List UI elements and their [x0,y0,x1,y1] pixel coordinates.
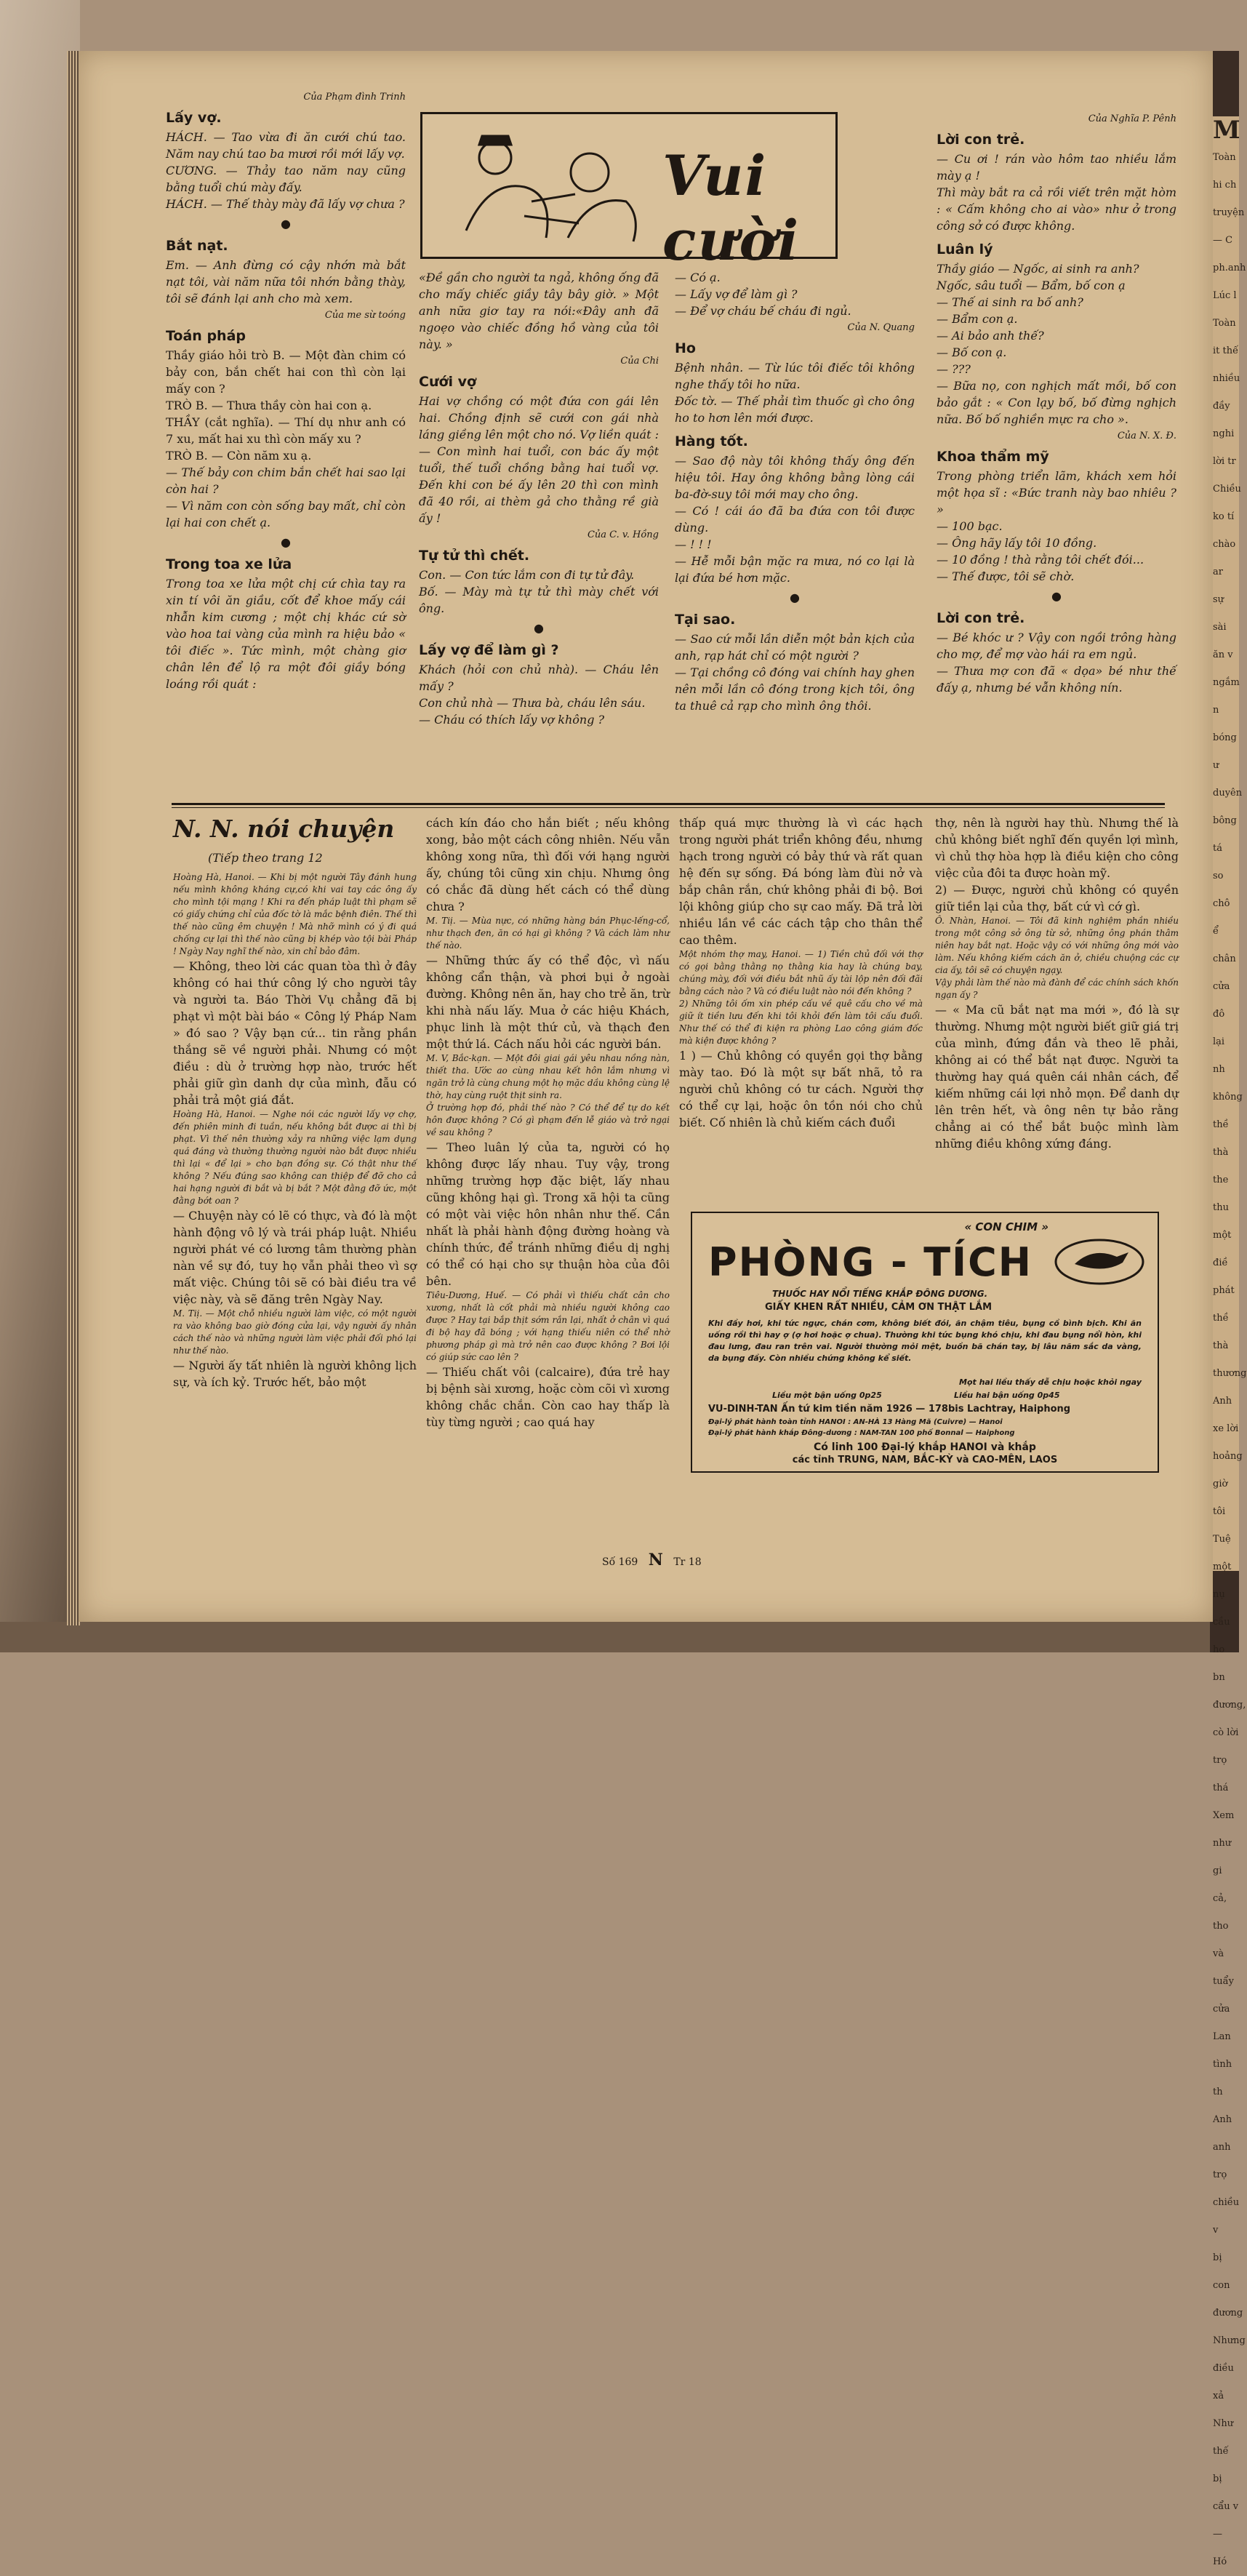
separator-dot: ● [1051,589,1062,603]
adjacent-line: tình th [1213,2059,1232,2097]
paragraph: — Bữa nọ, con nghịch mất mồi, bố con bảo gắt : « Con lạy bố, bố đừng nghịch nữa. Bố bố nghiền mực ra cho ». [937,379,1176,426]
ad-tag: « CON CHIM » [964,1220,1048,1233]
answer-text: 1 ) — Chủ không có quyền gọi thợ bằng mày tao. Đó là một sự bất nhã, tỏ ra người chủ không có tư cách. Người thợ có thể cự lại, hoặc ôn tồn nói cho chủ biết. Cố nhiên là chủ kiếm cách đuổi [679,1049,923,1129]
paragraph: Ngốc, sâu tuổi — Bẩm, bố con ạ [937,279,1126,292]
answer-text: — Thiếu chất vôi (calcaire), đứa trẻ hay bị bệnh sài xương, hoặc còm cõi vì xương không chắc chắn. Còn cao hay thấp là tùy từng người ; cao quá hay [426,1365,670,1429]
adjacent-line: Như thế [1213,2418,1234,2457]
paragraph: Con chủ nhà — Thưa bà, cháu lên sáu. [419,696,646,710]
paragraph: — Cu ơi ! rán vào hôm tao nhiều lắm mày ạ ! [937,152,1176,183]
letter-text: M. Tiị. — Mùa nực, có những hàng bán Phục-lếng-cổ, như thạch đen, ăn có hại gì không ? Và cách làm như thế nào. [426,916,670,951]
section-heading: Lời con trẻ. [937,610,1025,626]
adjacent-line: hoảng [1213,1451,1243,1462]
adjacent-line: trọ thá [1213,1755,1229,1793]
adjacent-line: chiều v [1213,2197,1240,2236]
adjacent-line: thương [1213,1368,1247,1379]
adjacent-line: so chô [1213,871,1230,909]
adjacent-line: ăn v [1213,649,1233,660]
letter-text: Ở trường hợp đó, phải thế nào ? Có thể để tự do kết hôn được không ? Có gì phạm đến lễ giáo và trở ngại về sau không ? [426,1103,670,1137]
ad-price-1: Liều một bận uống 0p25 [772,1391,882,1400]
byline: Của me sừ toóng [324,310,406,321]
paragraph: — 100 bạc. [937,519,1003,533]
nn-title: N. N. nói chuyện [173,815,395,843]
paragraph: — Lấy vợ để làm gì ? [675,287,798,301]
adjacent-line: Tuệ [1213,1534,1231,1545]
letter-text: Hoàng Hà, Hanoi. — Nghe nói các người lấy vợ chợ, đến phiên minh đi tuần, nếu không bắt được ai thì bị phạt. Vì thế nên thường xảy ra những việc lạm dụng quá đáng và thường thường người nào bắt được nhiều thì lại « để lại » cho bạn đồng sự. Có thật như thế không ? Nếu đúng sao không can thiệp để đỡ cho cả hai hạng người đi bắt và bị bắt ? Một đằng đỡ ức, một đằng bớt oan ? [173,1109,417,1206]
adjacent-line: anh trọ [1213,2142,1231,2180]
paragraph: — Bố con ạ. [937,345,1007,359]
paragraph: CƯƠNG. — Thảy tao năm nay cũng bằng tuổi chú mày đấy. [166,164,406,194]
paragraph: Thì mày bắt ra cả rồi viết trên mặt hòm : « Cấm không cho ai vào» như ở trong công sở có được không. [937,185,1176,233]
adjacent-line: một điề [1213,1230,1232,1268]
letter-text: Một nhóm thợ may, Hanoi. — 1) Tiền chủ đối với thợ có gọi bằng thằng nọ thằng kia hay là chúng bay, chúng mày, đối với điều bắt nhũ ấy tài lộp nên đối đãi bằng cách nào ? Và có điều luật nào nói đến không ? [679,949,923,996]
paragraph: TRÒ B. — Thưa thầy còn hai con ạ. [166,399,372,412]
section-heading: Ho [675,340,696,356]
separator-dot: ● [281,217,291,231]
adjacent-line: cầu ho [1213,1617,1230,1655]
letter-text: Hoàng Hà, Hanoi. — Khi bị một người Tây đánh hung nếu mình không kháng cự,có khi vai tay các ông ấy cho mình tội mạng ! Khi ra đến pháp luật thì phạm sẽ có giấy chứng chỉ của đốc tờ là mắc bệnh điên. Thế thì thế nào cũng êm chuyện ! Mà nhỡ mình có ý đi quá chống cự lại thì thế nào cũng bị khép vào tội bài Pháp ! Ngày Nay nghĩ thế nào, xin chỉ bảo đâm. [173,872,417,956]
paragraph: — ??? [937,362,971,376]
adjacent-line: phát [1213,1285,1235,1296]
byline: Của N. Quang [847,322,915,333]
ad-agent-2: Đại-lý phát hành khắp Đông-dương : NAM-TAN 100 phố Bonnal — Haiphong [708,1429,1015,1437]
ad-product-name: PHÒNG - TÍCH [708,1239,1033,1285]
section-heading: Cưới vợ [419,374,477,390]
ad-body: Khi đầy hơi, khi tức ngực, chán cơm, không biết đói, ăn chậm tiêu, bụng cồ bình bịch. Khi ăn uống rồi thì hay ợ (ợ hơi hoặc ợ chua). Thường khi tức bụng khó chịu, khi đau bụng nổi hòn, khi đau lưng, đau ran trên vai. Người thường mỏi mệt, buồn bã chán tay, bị lâu năm sắc da vàng, da bụng đầy. Còn nhiều chứng không kể siết. [708,1319,1142,1363]
adjacent-line: sự sài [1213,594,1227,633]
section-heading: Lời con trẻ. [937,132,1025,148]
paragraph: Trong toa xe lửa một chị cứ chìa tay ra xin tí vôi ăn giầu, cốt để khoe mấy cái nhẫn kim cương ; một chị khác cứ sờ vào hoa tai vàng của mình ra hiệu bảo « tôi điếc ». Tức mình, một chàng giơ chân lên để lộ ra một đôi giầy bóng loáng rồi quát : [166,577,406,691]
adjacent-line: Toàn [1213,152,1236,163]
adjacent-line: nghi [1213,428,1235,439]
section-heading: Toán pháp [166,328,246,344]
paragraph: — Có ! cái áo đã ba đứa con tôi được dùng. [675,504,915,535]
column-3 [675,269,915,829]
paragraph: HÁCH. — Thế thày mày đã lấy vợ chưa ? [166,197,405,211]
paragraph: Thầy giáo — Ngốc, ai sinh ra anh? [937,262,1139,276]
adjacent-line: điều xả [1213,2363,1234,2401]
answer-text: — « Ma cũ bắt nạt ma mới », đó là sự thường. Nhưng một người biết giữ giá trị của mình, đứng đắn và theo lẽ phải, không ai có thể bắt nạt được. Người ta thường hay quá quên cái nhân cách, để kiếm những cái lợi nhỏ mọn. Để danh dự lên trên hết, và ông nên tự bảo rằng chẳng ai có thể bắt buộc mình làm những điều không xứng đáng. [935,1003,1179,1151]
answer-text: — Những thức ấy có thể độc, vì nấu không cẩn thận, và phơi bụi ở ngoài đường. Không nên ăn, hay cho trẻ ăn, trừ khi nhà nấu lấy. Mua ở các hiệu Khách, phục linh là một thứ củ, và thạch đen một thứ lá. Cách nấu hỏi các người bán. [426,953,670,1051]
adjacent-line: Toàn [1213,318,1236,329]
ad-distribution-2: các tỉnh TRUNG, NAM, BẮC-KỲ và CAO-MÊN, LAOS [792,1455,1058,1465]
vui-cuoi-banner [420,112,838,273]
paragraph: Trong phòng triển lãm, khách xem hỏi một họa sĩ : «Bức tranh này bao nhiêu ? » [937,469,1176,516]
section-rule [172,803,1165,805]
paragraph: — Thế được, tôi sẽ chờ. [937,569,1075,583]
letter-text: M. Tiị. — Một chỗ nhiều người làm việc, có một người ra vào không bao giờ đóng cửa lại, vậy người ấy nhân cách thế nào và những người làm việc phải đối phó lại như thế nào. [173,1308,417,1356]
adjacent-line: bông tá [1213,815,1237,854]
adjacent-line: hi ch [1213,180,1237,191]
column-1 [166,89,406,816]
column-4 [937,111,1176,831]
adjacent-line: như gi [1213,1838,1232,1876]
paragraph: TRÒ B. — Còn năm xu ạ. [166,449,312,463]
letter-text: Tiêu-Dương, Huế. — Có phải vì thiếu chất cân cho xương, nhất là cốt phải mà nhiều người không cao được ? Hay tại bắp thịt sớm rắn lại, nhất ở chân vì quá đi bộ hay đã bóng ; với hạng thiếu niên có thể nhờ phương pháp gì mà trở nên cao được không ? Bơi lội có giúp sức cao lên ? [426,1290,670,1362]
ad-agent-1: Đại-lý phát hành toàn tỉnh HANOI : AN-HÀ 13 Hàng Mã (Cuivre) — Hanoi [708,1418,1003,1426]
adjacent-line: bóng ư [1213,732,1237,771]
separator-dot: ● [281,535,291,549]
paragraph: — Tại chồng cô đóng vai chính hay ghen nên mỗi lần cô đóng trong kịch tôi, ông ta thuê cả rạp cho mình ông thôi. [675,665,915,713]
answer-text: — Không, theo lời các quan tòa thì ở đây không có hai thứ công lý cho người tây và người ta. Báo Thời Vụ chẳng đã bị phạt vì một bài báo « Công lý Pháp Nam » đó sao ? Vậy bạn cứ... tin rằng phần thắng sẽ về người phải. Nhưng có một điều : dù ở trường hợp nào, trước hết phải giữ gìn danh dự của mình, đẫu có phải trả một giá đắt. [173,959,417,1107]
section-heading: Tại sao. [675,612,736,628]
adjacent-line: bn [1213,1672,1225,1683]
adjacent-line: chào ar [1213,539,1236,577]
adjacent-line: bị con [1213,2252,1230,2291]
adjacent-line: Chiều [1213,484,1241,495]
adjacent-line: đương, [1213,1700,1246,1711]
adjacent-line: không [1213,1092,1243,1103]
answer-text: — Chuyện này có lẽ có thực, và đó là một hành động vô lý và trái pháp luật. Nhiều người phát vé có lương tâm thường phàn nàn về sự đó, tuy họ vẫn phải theo vì sợ mất việc. Chúng tôi sẽ có bài điều tra về việc này, và sẽ đăng trên Ngày Nay. [173,1209,417,1306]
adjacent-line: Nhưng [1213,2335,1246,2346]
paragraph: HÁCH. — Tao vừa đi ăn cưới chú tao. Năm nay chú tao ba mươi rồi mới lấy vợ. [166,130,406,161]
bird-logo-icon [1053,1236,1146,1287]
adjacent-line: giờ tôi [1213,1479,1228,1517]
adjacent-line: ph.anh [1213,263,1246,273]
adjacent-line: — C [1213,235,1233,246]
adjacent-line: cả, tho [1213,1893,1229,1932]
paragraph: — Sao cứ mỗi lần diễn một bản kịch của anh, rạp hát chỉ có một người ? [675,632,915,663]
adjacent-line: bị cẩu v [1213,2473,1239,2512]
nn-subtitle: (Tiếp theo trang 12 [208,851,323,865]
section-heading: Tự tử thì chết. [419,548,530,564]
letter-text: Vậy phải làm thế nào mà đành để các chính sách khốn ngạn ấy ? [935,977,1179,1000]
answer-text: cách kín đáo cho hắn biết ; nếu không xong, bảo một cách công nhiên. Nếu vẫn không xong nữa, thì đối với hạng người ấy, chúng tôi cũng xin chịu. Nhưng ông có chắc đã dùng hết cách có thể dùng chưa ? [426,816,670,913]
byline: Của Nghĩa P. Pênh [1088,113,1176,124]
column-2 [419,269,659,829]
section-heading: Lấy vợ để làm gì ? [419,642,559,658]
paragraph: — 10 đồng ! thà rằng tôi chết đói... [937,553,1144,567]
paragraph: — Bẩm con ạ. [937,312,1018,326]
paragraph: — Bé khóc ư ? Vậy con ngồi trông hàng cho mợ, để mợ vào hái ra em ngủ. [937,631,1176,661]
nn-column-1 [173,871,417,1577]
section-heading: Luân lý [937,241,993,257]
adjacent-line: xe lời [1213,1423,1239,1434]
letter-text: 2) Những tôi ốm xin phép cấu về quê cấu cho về mà giữ ít tiền lưu đến khi tôi khỏi đến làm tôi cấu đuổi. Như thế có thể đi kiện ra phòng Lao công giám đốc mà kiện được không ? [679,999,923,1046]
newspaper-page [79,51,1213,1622]
section-heading: Khoa thẩm mỹ [937,449,1049,465]
adjacent-line: Xem [1213,1810,1235,1821]
paragraph: — Thế ai sinh ra bố anh? [937,295,1083,309]
separator-dot: ● [534,621,544,635]
byline: Của Phạm đình Trinh [303,92,406,103]
adjacent-line: cửa Lan [1213,2004,1231,2042]
ad-body-2: Mọt hai liều thấy dễ chịu hoặc khỏi ngay [959,1377,1142,1387]
nn-column-3 [679,815,923,1200]
background-bottom [0,1622,1239,1652]
nn-column-4 [935,815,1179,1200]
adjacent-line: cò lời [1213,1727,1239,1738]
letter-text: M. V, Bắc-kạn. — Một đôi giai gái yêu nhau nồng nàn, thiết tha. Ước ao cùng nhau kết hôn lắm nhưng vì ngăn trở là cùng chung một họ mặc dầu không cùng lệ thờ, hay cùng ruột thịt sinh ra. [426,1053,670,1100]
adjacent-line: cửa đô [1213,981,1230,1020]
ad-distribution: Có linh 100 Đại-lý khắp HANOI và khắp [814,1441,1036,1453]
page-number: Tr 18 [673,1556,702,1568]
separator-dot: ● [790,591,800,604]
adjacent-line: nhiều đầy [1213,373,1240,412]
paragraph: — Thế bảy con chim bắn chết hai sao lại còn hai ? [166,465,406,496]
byline: Của Chi [620,356,659,367]
banner-title: Vui cười [662,143,801,273]
adjacent-text [1213,144,1247,2576]
adjacent-line: truyện [1213,207,1245,218]
paragraph: Hai vợ chồng có một đứa con gái lên hai. Chồng định sẽ cưới con gái nhà láng giềng lên một cho nó. Vợ liền quát : [419,394,659,441]
ad-price-2: Liều hai bận uống 0p45 [954,1391,1060,1400]
paragraph: Con. — Con tức lắm con đi tự tử đây. [419,568,635,582]
adjacent-line: duyên [1213,788,1243,799]
paragraph: — Có ạ. [675,271,721,284]
paragraph: Bố. — Mày mà tự tử thì mày chết với ông. [419,585,659,615]
adjacent-line: Anh [1213,1396,1232,1407]
paragraph: — Sao độ này tôi không thấy ông đến hiệu tôi. Hay ông không bằng lòng cái ba-đờ-suy tôi mới may cho ông. [675,454,915,501]
paragraph: Em. — Anh đừng có cậy nhớn mà bắt nạt tôi, vài năm nữa tôi nhớn bằng thày, tôi sẽ đánh lại anh cho mà xem. [166,258,406,305]
paragraph: — Ông hãy lấy tôi 10 đồng. [937,536,1097,550]
paragraph: — Thưa mợ con đã « dọa» bé như thế đấy ạ, nhưng bé vẫn không nín. [937,664,1176,695]
byline: Của C. v. Hồng [587,529,659,540]
paragraph: — Ai bảo anh thế? [937,329,1044,343]
adjacent-heading: M [1213,116,1240,145]
section-heading: Bắt nạt. [166,238,228,254]
answer-text: thợ, nên là người hay thù. Nhưng thế là chủ không biết nghĩ đến quyền lợi mình, vì chủ thợ hòa hợp là điều kiện cho công việc của đôi ta được hoàn mỹ. [935,816,1179,880]
section-heading: Lấy vợ. [166,110,222,126]
adjacent-line: ngắm n [1213,677,1240,716]
paragraph: Khách (hỏi con chủ nhà). — Cháu lên mấy ? [419,663,659,693]
letter-text: Ô. Nhàn, Hanoi. — Tôi đã kinh nghiệm phần nhiều trong một công sở ông từ sở, những ông phán thâm niên hay bắt nạt. Hoặc vậy có với những ông mới vào làm. Nếu không kiếm cách ăn ở, chiều chuộng các cự cia ấy, tôi sẽ có chuyện ngạy. [935,916,1179,975]
section-rule-thin [172,807,1165,808]
section-heading: Hàng tốt. [675,433,748,449]
paragraph: — Con mình hai tuổi, con bác ấy một tuổi, thế tuổi chồng bằng hai tuổi vợ. Đến khi con bé ấy lên 20 thì con mình đã 40 rồi, ai thèm gả cho thằng rề già ấy ! [419,444,659,525]
page-footer [602,1551,702,1569]
paragraph: Đốc tờ. — Thế phải tìm thuốc gì cho ông ho to hơn lên mới được. [675,394,915,425]
issue-number: Số 169 [602,1556,638,1568]
paragraph: «Đề gần cho người ta ngả, không ống đã cho mấy chiếc giầy tây bây giờ. » Một anh nữa giơ tay ra nói:«Đây anh đã ngoẹo vào chiếc đồng hồ vàng của tôi này. » [419,271,659,351]
paragraph: — Cháu có thích lấy vợ không ? [419,713,605,727]
adjacent-line: Lúc l [1213,290,1237,301]
adjacent-line: ko tí [1213,511,1235,522]
ad-tagline: THUỐC HAY NỔI TIẾNG KHẮP ĐÔNG DƯƠNG. [772,1289,988,1299]
paragraph: Bệnh nhân. — Từ lúc tôi điếc tôi không nghe thấy tôi ho nữa. [675,361,915,391]
paragraph: Thầy giáo hỏi trò B. — Một đàn chim có bảy con, bắn chết hai con thì còn lại mấy con ? [166,348,406,396]
answer-text: — Người ấy tất nhiên là người không lịch sự, và ích kỷ. Trước hết, bảo một [173,1359,417,1389]
nn-column-2 [426,815,670,1578]
adjacent-line: và tuẩy [1213,1948,1234,1987]
byline: Của N. X. Đ. [1117,431,1176,441]
answer-text: thấp quá mực thường là vì các hạch trong người phát triển không đều, nhưng hạch trong người có bảy thứ và rất quan hệ đến sự sống. Đá bóng làm đùi nở và bắp chân rắn, chứ không phải đi bộ. Bơi lội không giúp cho sự cao mấy. Đã trả lời nhiều lần về các cách tập cho thân thể cao thêm. [679,816,923,947]
adjacent-line: lời tr [1213,456,1236,467]
adjacent-page-strip [1213,116,1247,2567]
adjacent-line: the thu [1213,1175,1229,1213]
adjacent-line: thề thà [1213,1119,1229,1158]
paragraph: THẦY (cắt nghĩa). — Thí dụ như anh có 7 xu, mất hai xu thì còn mấy xu ? [166,415,406,446]
section-heading: Trong toa xe lửa [166,556,292,572]
adjacent-line: Anh [1213,2114,1232,2125]
answer-text: 2) — Được, người chủ không có quyền giữ tiền lại của thợ, bất cứ vì cớ gì. [935,883,1179,913]
ad-maker: VU-DINH-TAN Ấn tứ kim tiền năm 1926 — 178bis Lachtray, Haiphong [708,1404,1071,1415]
paragraph: — Hễ mỗi bận mặc ra mưa, nó co lại là lại đứa bé hơn mặc. [675,554,915,585]
adjacent-line: it thế [1213,345,1239,356]
adjacent-line: lại nh [1213,1036,1225,1075]
adjacent-line: đương [1213,2308,1243,2319]
paragraph: — ! ! ! [675,537,712,551]
ngay-nay-logo-icon: N [648,1551,663,1569]
paragraph: — Vì năm con còn sống bay mất, chỉ còn lại hai con chết ạ. [166,499,406,529]
adjacent-line: — Hó [1213,2529,1227,2567]
adjacent-line: một nụ [1213,1561,1232,1600]
ad-tagline-2: GIẤY KHEN RẤT NHIỀU, CẢM ƠN THẬT LẮM [765,1302,993,1313]
phong-tich-advertisement [691,1212,1159,1473]
answer-text: — Theo luân lý của ta, người có họ không được lấy nhau. Tuy vậy, trong những trường hợp đặc biệt, lấy nhau cũng không hại gì. Trong xã hội ta cũng có một vài việc hôn nhân như thế. Cần nhất là phải hành động đường hoàng và chính thức, để tránh những điều dị nghị có thể có hại cho sự thuận hòa của đôi bên. [426,1140,670,1288]
adjacent-line: ể chân [1213,926,1236,964]
paragraph: — Để vợ cháu bế cháu đi ngủ. [675,304,851,318]
adjacent-line: thề thà [1213,1313,1229,1351]
